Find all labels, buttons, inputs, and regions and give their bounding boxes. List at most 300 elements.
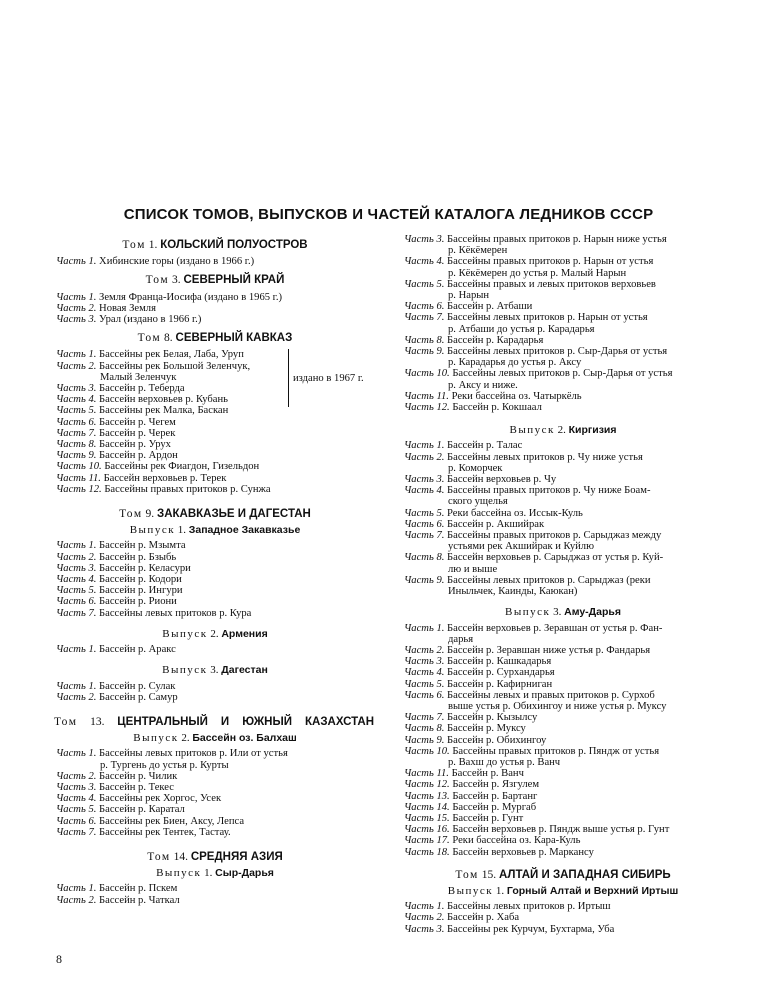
part-entry (404, 735, 722, 746)
part-label: Часть (56, 607, 86, 619)
part-label: Часть (404, 574, 434, 586)
part-number: 2. (88, 770, 97, 782)
part-entry (56, 439, 374, 450)
part-number: 3. (436, 474, 445, 486)
part-label: Часть (404, 368, 434, 380)
part-label: Часть (404, 835, 434, 847)
part-text: Бассейн р. Каратал (99, 804, 185, 816)
bracketed-parts (56, 349, 374, 495)
part-text: Бассейны рек Тентек, Тастау. (99, 826, 231, 838)
issue-heading: Выпуск 1. Сыр-Дарья (156, 867, 274, 880)
part-entry (56, 484, 374, 495)
part-number: 2. (88, 691, 97, 703)
part-entry (56, 748, 374, 759)
part-number: 1. (436, 901, 445, 913)
part-text-continued: р. Нарын (448, 290, 490, 302)
part-number: 1. (436, 622, 445, 634)
part-label: Часть (404, 745, 434, 757)
part-entry (56, 540, 374, 551)
part-label: Часть (56, 585, 86, 597)
part-text: Бассейн р. Кодори (99, 574, 182, 586)
issue-heading: Выпуск 3. Дагестан (162, 664, 268, 677)
volume-heading: Том 1. КОЛЬСКИЙ ПОЛУОСТРОВ (122, 239, 308, 251)
part-number: 2. (88, 360, 97, 372)
part-text: Бассейны левых притоков р. Сыр-Дарья от устья (447, 346, 668, 358)
part-label: Часть (404, 790, 434, 802)
part-label: Часть (404, 734, 434, 746)
part-number: 3. (88, 314, 97, 326)
part-text: Бассейны левых притоков р. Кура (99, 607, 252, 619)
part-entry (404, 402, 722, 413)
part-entry (404, 552, 722, 563)
part-label: Часть (404, 644, 434, 656)
part-text: Бассейн р. Бартанг (452, 790, 538, 802)
part-text: Бассейн р. Кокшаал (452, 402, 542, 414)
part-text: Бассейн р. Акшийрак (447, 518, 545, 530)
part-text: Бассейн р. Бзыбь (99, 551, 177, 563)
part-number: 1. (88, 644, 97, 656)
part-label: Часть (404, 768, 434, 780)
part-text: Бассейн р. Самур (99, 691, 178, 703)
issue-heading: Выпуск 2. Бассейн оз. Балхаш (133, 732, 297, 745)
parts-list (56, 883, 374, 905)
part-text-continued: р. Вахш до устья р. Ванч (448, 756, 561, 768)
parts-list (56, 540, 374, 618)
part-label: Часть (56, 461, 86, 473)
part-number: 3. (436, 234, 445, 245)
part-entry (56, 596, 374, 607)
part-entry (56, 256, 374, 267)
volume-heading: Том 9. ЗАКАВКАЗЬЕ И ДАГЕСТАН (119, 508, 311, 521)
part-number: 9. (88, 450, 97, 462)
part-entry (404, 474, 722, 485)
part-number: 1. (88, 291, 97, 303)
part-number: 7. (436, 712, 445, 724)
part-number: 8. (436, 723, 445, 735)
part-label: Часть (56, 551, 86, 563)
part-entry (56, 417, 374, 428)
part-label: Часть (56, 314, 86, 326)
part-entry (404, 847, 722, 858)
volume-heading: Том 15. АЛТАЙ И ЗАПАДНАЯ СИБИРЬ (455, 868, 671, 881)
part-label: Часть (56, 770, 86, 782)
part-text: Бассейны рек Хоргос, Усек (99, 793, 222, 805)
part-text: Бассейны левых притоков р. Иртыш (447, 901, 611, 913)
part-entry (404, 912, 722, 923)
part-number: 11. (436, 768, 449, 780)
part-text: Бассейн верховьев р. Чу (447, 474, 557, 486)
part-number: 11. (436, 390, 449, 402)
part-number: 1. (88, 256, 97, 268)
part-label: Часть (56, 427, 86, 439)
part-text: Бассейн р. Сурхандарья (447, 667, 555, 679)
part-text: Бассейн р. Хаба (447, 912, 520, 924)
part-entry (56, 644, 374, 655)
part-text: Бассейн р. Пскем (99, 883, 178, 895)
part-text: Бассейны правых и левых притоков верховьев (447, 278, 656, 290)
parts-list (404, 623, 722, 858)
part-number: 2. (88, 894, 97, 906)
part-text: Бассейн р. Кашкадарья (447, 656, 552, 668)
part-entry (404, 690, 722, 701)
part-entry (56, 692, 374, 703)
part-label: Часть (56, 360, 86, 372)
part-text: Бассейны рек Фиагдон, Гизельдон (104, 461, 260, 473)
part-number: 10. (88, 461, 102, 473)
part-label: Часть (404, 451, 434, 463)
part-label: Часть (404, 507, 434, 519)
part-entry (404, 712, 722, 723)
part-entry (404, 723, 722, 734)
page-number: 8 (56, 952, 62, 966)
part-label: Часть (56, 562, 86, 574)
part-number: 9. (436, 346, 445, 358)
part-label: Часть (56, 349, 86, 361)
part-entry (404, 508, 722, 519)
page-title: СПИСОК ТОМОВ, ВЫПУСКОВ И ЧАСТЕЙ КАТАЛОГА ЛЕДНИКОВ СССР (123, 206, 654, 223)
part-text: Реки бассейна оз. Иссык-Куль (447, 507, 583, 519)
part-entry (404, 667, 722, 678)
part-text: Бассейны правых притоков р. Чу ниже Боам- (447, 485, 651, 497)
part-label: Часть (56, 574, 86, 586)
part-text: Бассейны левых притоков р. Сарыджаз (реки (447, 574, 651, 586)
part-text-continued: р. Аксу и ниже. (448, 379, 518, 391)
part-entry (404, 768, 722, 779)
parts-list (404, 440, 722, 597)
part-number: 12. (88, 483, 102, 495)
part-entry (404, 440, 722, 451)
part-number: 12. (436, 402, 450, 414)
part-number: 8. (436, 552, 445, 564)
part-label: Часть (56, 483, 86, 495)
part-label: Часть (404, 485, 434, 497)
part-entry (56, 394, 374, 405)
published-note: издано в 1967 г. (293, 373, 364, 385)
part-label: Часть (404, 622, 434, 634)
part-text: Бассейны рек Белая, Лаба, Уруп (99, 349, 244, 361)
part-label: Часть (404, 846, 434, 858)
part-label: Часть (404, 440, 434, 452)
parts-list (56, 681, 374, 703)
part-label: Часть (56, 691, 86, 703)
part-text: Бассейны левых притоков р. Чу ниже устья (447, 451, 643, 463)
issue-heading: Выпуск 2. Киргизия (509, 424, 617, 437)
part-number: 5. (88, 804, 97, 816)
part-label: Часть (56, 644, 86, 656)
part-text: Бассейн р. Теберда (99, 383, 185, 395)
part-label: Часть (56, 815, 86, 827)
part-entry (56, 314, 374, 325)
part-text: Бассейн р. Кызылсу (447, 712, 538, 724)
volume-heading: Том 14. СРЕДНЯЯ АЗИЯ (147, 850, 283, 863)
part-entry (404, 924, 722, 935)
right-column (404, 234, 722, 935)
part-entry (56, 563, 374, 574)
part-number: 3. (436, 656, 445, 668)
part-label: Часть (404, 518, 434, 530)
part-text-continued: выше устья р. Обихингоу и ниже устья р. Муксу (448, 700, 667, 712)
part-label: Часть (404, 667, 434, 679)
part-number: 6. (436, 518, 445, 530)
part-label: Часть (56, 394, 86, 406)
part-text: Бассейн р. Зеравшан ниже устья р. Фандарья (447, 644, 651, 656)
part-entry (56, 405, 374, 416)
part-text: Бассейны рек Биен, Аксу, Лепса (99, 815, 245, 827)
issue-heading: Выпуск 1. Горный Алтай и Верхний Иртыш (447, 884, 679, 897)
part-number: 1. (88, 748, 97, 760)
part-entry (404, 835, 722, 846)
part-number: 1. (88, 540, 97, 552)
part-number: 7. (436, 530, 445, 542)
part-number: 4. (436, 256, 445, 268)
part-text: Бассейн верховьев р. Пяндж выше устья р. Гунт (452, 824, 670, 836)
parts-list (404, 234, 722, 413)
part-text: Бассейн верховьев р. Терек (103, 472, 227, 484)
issue-heading: Выпуск 1. Западное Закавказье (129, 524, 301, 537)
part-number: 14. (436, 801, 450, 813)
part-text: Бассейны левых притоков р. Нарын от устья (447, 312, 648, 324)
part-entry (404, 530, 722, 541)
part-entry (404, 645, 722, 656)
part-number: 1. (436, 440, 445, 452)
part-text: Бассейны рек Большой Зеленчук, (99, 360, 251, 372)
part-text: Бассейн р. Аракс (99, 644, 176, 656)
part-number: 17. (436, 835, 450, 847)
issue-heading: Выпуск 2. Армения (162, 627, 268, 640)
part-label: Часть (404, 801, 434, 813)
part-number: 1. (88, 680, 97, 692)
part-text: Урал (издано в 1966 г.) (99, 314, 202, 326)
part-number: 2. (88, 551, 97, 563)
part-entry (404, 312, 722, 323)
part-label: Часть (56, 383, 86, 395)
part-number: 5. (436, 507, 445, 519)
part-label: Часть (404, 312, 434, 324)
parts-list (56, 292, 374, 326)
part-entry (56, 383, 374, 394)
parts-list (56, 256, 374, 267)
part-text-continued: р. Коморчек (448, 462, 503, 474)
part-number: 3. (88, 562, 97, 574)
part-text-continued: ского ущелья (448, 496, 508, 508)
part-text-continued: лю и выше (448, 563, 498, 575)
part-entry (56, 473, 374, 484)
part-text: Бассейны правых притоков р. Нарын ниже устья (447, 234, 667, 245)
part-entry (56, 450, 374, 461)
part-number: 3. (88, 781, 97, 793)
part-text: Бассейны рек Малка, Баскан (99, 405, 229, 417)
part-label: Часть (56, 439, 86, 451)
part-label: Часть (56, 826, 86, 838)
part-number: 3. (88, 383, 97, 395)
part-entry (56, 574, 374, 585)
part-number: 15. (436, 812, 450, 824)
part-number: 2. (436, 912, 445, 924)
part-text: Новая Земля (99, 302, 156, 314)
part-text: Бассейн р. Текес (99, 781, 174, 793)
part-text: Бассейн р. Обихингоу (447, 734, 547, 746)
part-label: Часть (56, 256, 86, 268)
part-number: 4. (88, 793, 97, 805)
part-number: 4. (88, 394, 97, 406)
part-entry (56, 303, 374, 314)
part-text: Реки бассейна оз. Кара-Куль (452, 835, 581, 847)
part-label: Часть (404, 256, 434, 268)
part-text-continued: Малый Зеленчук (100, 371, 177, 383)
part-entry (56, 552, 374, 563)
part-entry (56, 827, 374, 838)
part-label: Часть (56, 450, 86, 462)
part-label: Часть (404, 474, 434, 486)
part-text-continued: р. Кёкёмерен до устья р. Малый Нарын (448, 267, 627, 279)
part-number: 1. (88, 349, 97, 361)
part-label: Часть (56, 302, 86, 314)
part-text: Бассейны рек Курчум, Бухтарма, Уба (447, 923, 615, 935)
volume-heading: Том 8. СЕВЕРНЫЙ КАВКАЗ (137, 332, 293, 345)
part-label: Часть (404, 689, 434, 701)
part-entry (404, 301, 722, 312)
part-number: 6. (88, 416, 97, 428)
part-label: Часть (404, 402, 434, 414)
part-text: Земля Франца-Иосифа (издано в 1965 г.) (99, 291, 283, 303)
part-text: Бассейн р. Мургаб (452, 801, 537, 813)
part-label: Часть (404, 723, 434, 735)
part-label: Часть (404, 346, 434, 358)
part-label: Часть (404, 824, 434, 836)
part-label: Часть (404, 552, 434, 564)
part-text: Бассейн р. Талас (447, 440, 523, 452)
part-label: Часть (56, 883, 86, 895)
part-text: Бассейн р. Муксу (447, 723, 526, 735)
part-entry (56, 292, 374, 303)
part-text: Бассейны левых и правых притоков р. Сурхоб (447, 689, 655, 701)
part-entry (404, 368, 722, 379)
part-label: Часть (56, 804, 86, 816)
part-text: Бассейны левых притоков р. Сыр-Дарья от устья (452, 368, 673, 380)
part-text: Бассейн р. Ванч (451, 768, 524, 780)
part-text-continued: р. Тургень до устья р. Курты (100, 759, 229, 771)
part-text: Бассейн верховьев р. Зеравшан от устья р. Фан- (447, 622, 663, 634)
part-label: Часть (404, 923, 434, 935)
part-number: 6. (88, 596, 97, 608)
part-text: Бассейн р. Ардон (99, 450, 178, 462)
part-label: Часть (56, 680, 86, 692)
part-entry (404, 234, 722, 245)
part-number: 6. (436, 689, 445, 701)
part-number: 5. (436, 278, 445, 290)
left-column (56, 234, 374, 906)
part-entry (404, 346, 722, 357)
part-entry (404, 901, 722, 912)
part-label: Часть (404, 530, 434, 542)
part-entry (404, 575, 722, 586)
part-entry (404, 779, 722, 790)
part-label: Часть (404, 712, 434, 724)
part-label: Часть (404, 678, 434, 690)
parts-list (56, 349, 374, 495)
part-entry (404, 452, 722, 463)
part-label: Часть (56, 405, 86, 417)
part-entry (56, 793, 374, 804)
part-number: 3. (436, 923, 445, 935)
part-number: 7. (88, 826, 97, 838)
part-entry (404, 813, 722, 824)
part-entry (404, 623, 722, 634)
part-number: 7. (88, 607, 97, 619)
part-entry (56, 771, 374, 782)
part-number: 10. (436, 368, 450, 380)
part-text-continued: Иныльчек, Каинды, Каюкан) (448, 586, 578, 598)
part-number: 1. (88, 883, 97, 895)
part-entry (56, 585, 374, 596)
part-label: Часть (404, 812, 434, 824)
part-text-continued: р. Атбаши до устья р. Карадарья (448, 323, 595, 335)
part-text: Бассейны правых притоков р. Нарын от устья (447, 256, 654, 268)
part-entry (404, 279, 722, 290)
part-text-continued: дарья (448, 633, 474, 645)
part-entry (56, 361, 374, 372)
part-number: 11. (88, 472, 101, 484)
part-label: Часть (404, 779, 434, 791)
part-label: Часть (404, 278, 434, 290)
part-entry (56, 461, 374, 472)
part-text: Бассейн р. Чаткал (99, 894, 180, 906)
part-number: 18. (436, 846, 450, 858)
part-number: 6. (88, 815, 97, 827)
part-text: Бассейн р. Урух (99, 439, 171, 451)
part-text: Бассейны правых притоков р. Сунжа (104, 483, 271, 495)
part-label: Часть (56, 748, 86, 760)
part-number: 16. (436, 824, 450, 836)
part-number: 9. (436, 574, 445, 586)
part-entry (404, 391, 722, 402)
part-text-continued: р. Карадарья до устья р. Аксу (448, 357, 582, 369)
part-label: Часть (56, 793, 86, 805)
part-number: 8. (88, 439, 97, 451)
part-label: Часть (56, 472, 86, 484)
part-label: Часть (404, 901, 434, 913)
part-entry (56, 681, 374, 692)
part-text: Реки бассейна оз. Чатыркёль (451, 390, 582, 402)
part-text: Бассейн р. Келасури (99, 562, 191, 574)
part-number: 5. (436, 678, 445, 690)
part-number: 8. (436, 334, 445, 346)
part-label: Часть (56, 416, 86, 428)
part-entry (404, 656, 722, 667)
part-number: 2. (436, 451, 445, 463)
part-entry (404, 824, 722, 835)
part-entry (56, 782, 374, 793)
part-entry (404, 485, 722, 496)
part-text: Бассейн р. Чегем (99, 416, 176, 428)
part-label: Часть (56, 894, 86, 906)
parts-list (56, 748, 374, 838)
parts-list (56, 644, 374, 655)
part-entry (404, 791, 722, 802)
part-text: Бассейн р. Ингури (99, 585, 183, 597)
part-text: Бассейн р. Атбаши (447, 301, 533, 313)
part-number: 6. (436, 301, 445, 313)
part-entry (404, 256, 722, 267)
part-entry (404, 802, 722, 813)
part-entry (56, 349, 374, 360)
part-label: Часть (404, 912, 434, 924)
part-entry (56, 428, 374, 439)
part-text: Бассейн верховьев р. Маркансу (452, 846, 594, 858)
part-number: 12. (436, 779, 450, 791)
part-label: Часть (404, 390, 434, 402)
part-label: Часть (56, 540, 86, 552)
